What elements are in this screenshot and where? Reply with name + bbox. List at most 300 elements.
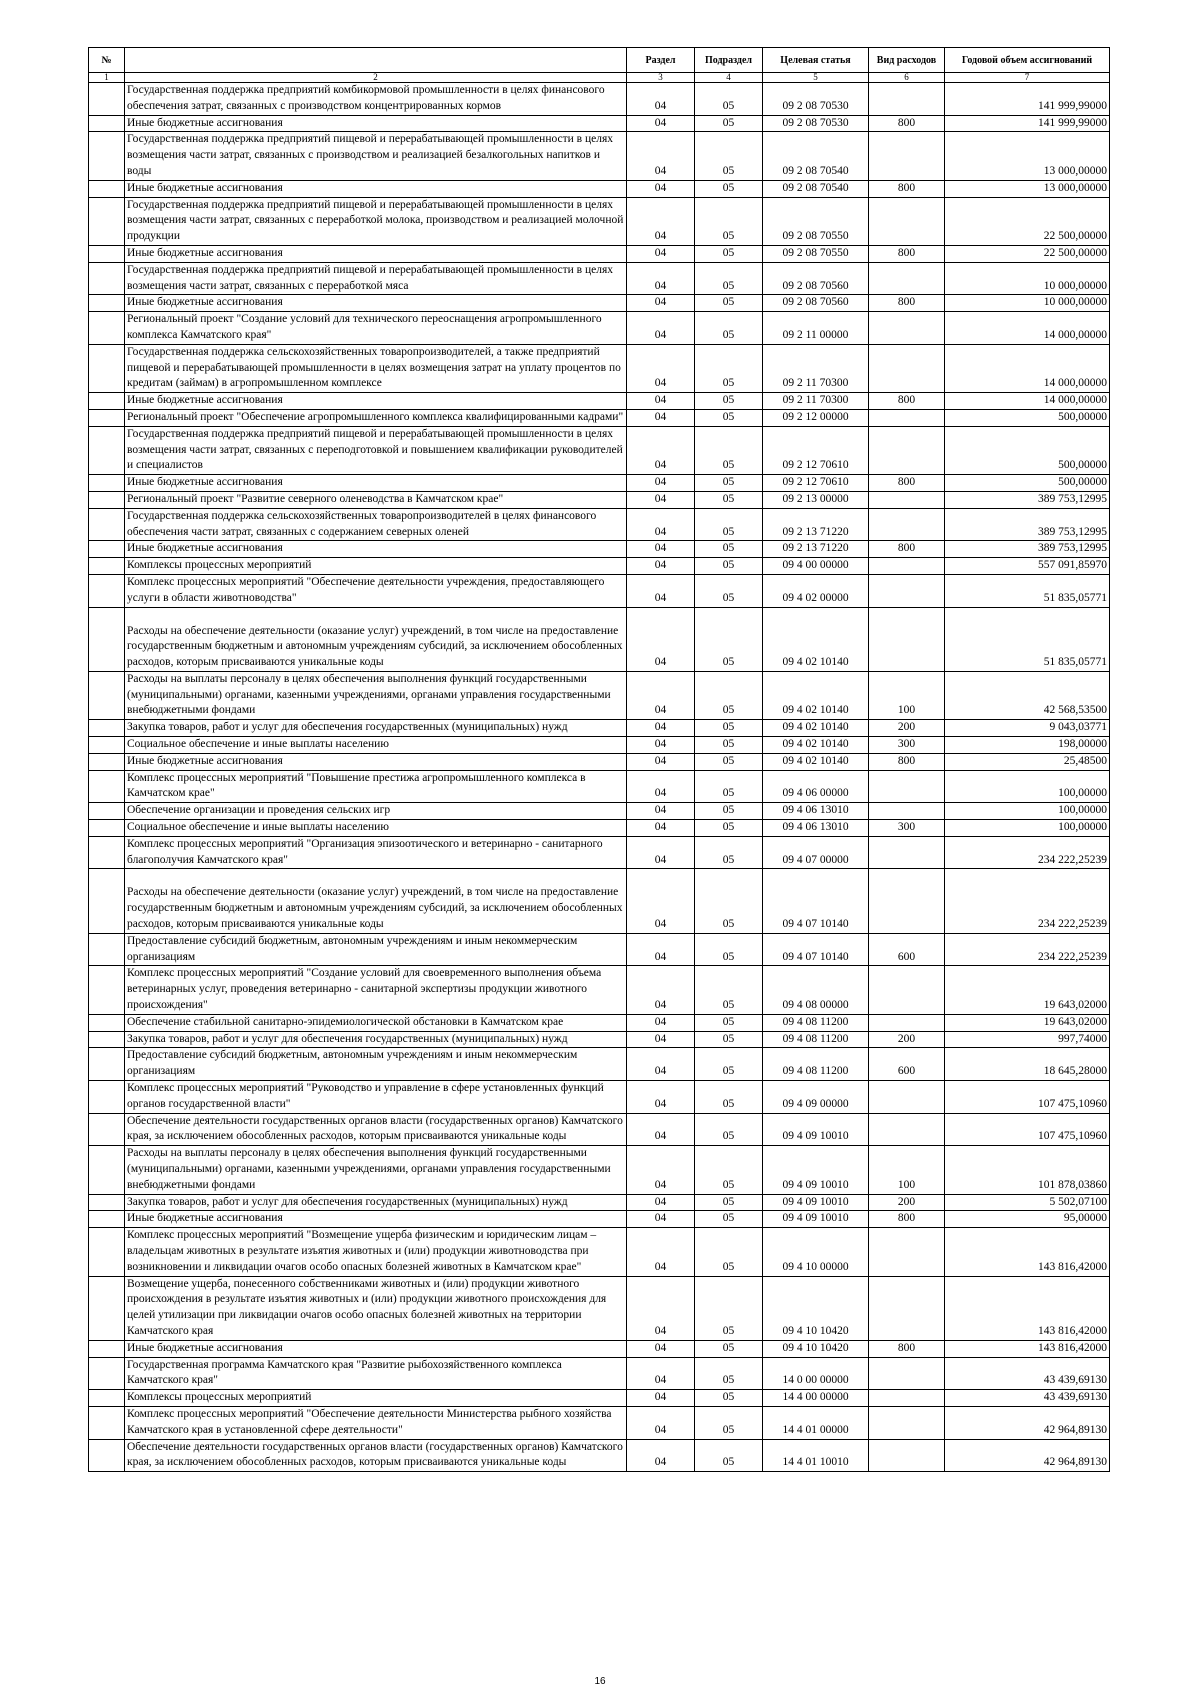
row-name-cell: Государственная программа Камчатского края "Развитие рыбохозяйственного комплекса Камчатского края" [125, 1357, 627, 1390]
row-podrazdel-cell: 05 [695, 737, 763, 754]
row-amount-cell: 500,00000 [945, 475, 1110, 492]
column-number-row [89, 73, 1110, 83]
row-name-cell: Иные бюджетные ассигнования [125, 245, 627, 262]
row-razdel-cell: 04 [627, 508, 695, 541]
column-number: 7 [945, 73, 1110, 83]
table-row [89, 409, 1110, 426]
row-razdel-cell: 04 [627, 1439, 695, 1472]
row-number-cell [89, 541, 125, 558]
row-name-cell: Иные бюджетные ассигнования [125, 115, 627, 132]
row-name-cell: Обеспечение деятельности государственных органов власти (государственных органов) Камчатского края, за исключением обособленных расходов, которым присваиваются уникальные коды [125, 1439, 627, 1472]
table-row [89, 966, 1110, 1014]
row-amount-cell: 234 222,25239 [945, 869, 1110, 933]
row-amount-cell: 95,00000 [945, 1211, 1110, 1228]
row-podrazdel-cell: 05 [695, 1340, 763, 1357]
table-row [89, 115, 1110, 132]
row-number-cell [89, 1228, 125, 1276]
row-vid-cell [869, 1390, 945, 1407]
row-target-cell: 09 2 13 71220 [763, 541, 869, 558]
row-vid-cell [869, 1014, 945, 1031]
row-target-cell: 09 4 07 00000 [763, 836, 869, 869]
row-number-cell [89, 607, 125, 671]
row-target-cell: 09 4 06 13010 [763, 820, 869, 837]
row-podrazdel-cell: 05 [695, 869, 763, 933]
row-amount-cell: 198,00000 [945, 737, 1110, 754]
row-vid-cell [869, 558, 945, 575]
row-name-cell: Комплекс процессных мероприятий "Повышение престижа агропромышленного комплекса в Камчатском крае" [125, 770, 627, 803]
row-vid-cell: 800 [869, 475, 945, 492]
row-target-cell: 09 4 02 00000 [763, 574, 869, 607]
row-podrazdel-cell: 05 [695, 115, 763, 132]
row-podrazdel-cell: 05 [695, 393, 763, 410]
row-name-cell: Обеспечение организации и проведения сельских игр [125, 803, 627, 820]
column-number: 4 [695, 73, 763, 83]
row-number-cell [89, 1014, 125, 1031]
row-vid-cell [869, 836, 945, 869]
row-name-cell: Комплекс процессных мероприятий "Организация эпизоотического и ветеринарно - санитарного благополучия Камчатского края" [125, 836, 627, 869]
row-number-cell [89, 197, 125, 245]
table-row [89, 1390, 1110, 1407]
row-amount-cell: 100,00000 [945, 820, 1110, 837]
table-row [89, 574, 1110, 607]
table-row [89, 295, 1110, 312]
row-name-cell: Иные бюджетные ассигнования [125, 475, 627, 492]
row-podrazdel-cell: 05 [695, 491, 763, 508]
table-row [89, 1048, 1110, 1081]
table-row [89, 820, 1110, 837]
row-name-cell: Государственная поддержка предприятий пищевой и перерабатывающей промышленности в целях возмещения части затрат, связанных с переподготовкой и повышением квалификации руководителей и специалистов [125, 426, 627, 474]
row-target-cell: 09 2 12 70610 [763, 475, 869, 492]
row-podrazdel-cell: 05 [695, 180, 763, 197]
row-vid-cell [869, 607, 945, 671]
row-razdel-cell: 04 [627, 1340, 695, 1357]
row-target-cell: 14 4 01 10010 [763, 1439, 869, 1472]
header-amount: Годовой объем ассигнований [945, 48, 1110, 73]
page-number: 16 [594, 1676, 606, 1687]
table-row [89, 344, 1110, 392]
row-amount-cell: 141 999,99000 [945, 83, 1110, 116]
row-vid-cell: 300 [869, 737, 945, 754]
row-number-cell [89, 1276, 125, 1340]
row-vid-cell: 800 [869, 245, 945, 262]
row-target-cell: 09 4 09 10010 [763, 1211, 869, 1228]
row-target-cell: 09 4 10 00000 [763, 1228, 869, 1276]
row-razdel-cell: 04 [627, 475, 695, 492]
row-number-cell [89, 409, 125, 426]
row-vid-cell [869, 508, 945, 541]
table-row [89, 426, 1110, 474]
row-amount-cell: 143 816,42000 [945, 1228, 1110, 1276]
row-amount-cell: 500,00000 [945, 426, 1110, 474]
row-number-cell [89, 295, 125, 312]
row-razdel-cell: 04 [627, 295, 695, 312]
row-podrazdel-cell: 05 [695, 803, 763, 820]
row-number-cell [89, 508, 125, 541]
row-podrazdel-cell: 05 [695, 1194, 763, 1211]
row-podrazdel-cell: 05 [695, 1211, 763, 1228]
row-razdel-cell: 04 [627, 820, 695, 837]
row-target-cell: 09 4 07 10140 [763, 933, 869, 966]
row-name-cell: Иные бюджетные ассигнования [125, 1340, 627, 1357]
row-vid-cell [869, 770, 945, 803]
table-row [89, 869, 1110, 933]
row-podrazdel-cell: 05 [695, 508, 763, 541]
row-name-cell: Государственная поддержка предприятий пищевой и перерабатывающей промышленности в целях возмещения части затрат, связанных с производством и реализацией безалкогольных напитков и воды [125, 132, 627, 180]
row-target-cell: 09 4 02 10140 [763, 753, 869, 770]
row-name-cell: Возмещение ущерба, понесенного собственниками животных и (или) продукции животного происхождения в результате изъятия животных и (или) продукции животного происхождения для целей утилизации при ликвидации очагов особо опасных болезней животных на территории Камчатского края [125, 1276, 627, 1340]
table-row [89, 1081, 1110, 1114]
row-podrazdel-cell: 05 [695, 426, 763, 474]
header-vid: Вид расходов [869, 48, 945, 73]
table-row [89, 245, 1110, 262]
table-row [89, 262, 1110, 295]
row-name-cell: Социальное обеспечение и иные выплаты населению [125, 737, 627, 754]
row-razdel-cell: 04 [627, 115, 695, 132]
row-amount-cell: 10 000,00000 [945, 295, 1110, 312]
row-razdel-cell: 04 [627, 245, 695, 262]
row-razdel-cell: 04 [627, 1194, 695, 1211]
row-razdel-cell: 04 [627, 720, 695, 737]
row-razdel-cell: 04 [627, 869, 695, 933]
row-target-cell: 09 2 11 00000 [763, 312, 869, 345]
row-number-cell [89, 836, 125, 869]
row-razdel-cell: 04 [627, 607, 695, 671]
table-row [89, 475, 1110, 492]
row-number-cell [89, 1340, 125, 1357]
row-razdel-cell: 04 [627, 312, 695, 345]
table-row [89, 491, 1110, 508]
row-name-cell: Комплекс процессных мероприятий "Руководство и управление в сфере установленных функций органов государственной власти" [125, 1081, 627, 1114]
row-podrazdel-cell: 05 [695, 1228, 763, 1276]
row-number-cell [89, 1031, 125, 1048]
row-target-cell: 09 4 09 10010 [763, 1113, 869, 1146]
row-amount-cell: 101 878,03860 [945, 1146, 1110, 1194]
row-amount-cell: 22 500,00000 [945, 197, 1110, 245]
row-razdel-cell: 04 [627, 1146, 695, 1194]
table-row [89, 803, 1110, 820]
row-target-cell: 09 4 02 10140 [763, 671, 869, 719]
row-amount-cell: 42 568,53500 [945, 671, 1110, 719]
row-podrazdel-cell: 05 [695, 671, 763, 719]
row-vid-cell [869, 83, 945, 116]
row-vid-cell: 100 [869, 1146, 945, 1194]
table-row [89, 1439, 1110, 1472]
row-number-cell [89, 1357, 125, 1390]
column-number: 6 [869, 73, 945, 83]
row-podrazdel-cell: 05 [695, 966, 763, 1014]
table-row [89, 1113, 1110, 1146]
row-target-cell: 09 4 09 00000 [763, 1081, 869, 1114]
row-razdel-cell: 04 [627, 393, 695, 410]
table-body [89, 83, 1110, 1472]
row-number-cell [89, 1146, 125, 1194]
row-target-cell: 09 2 13 00000 [763, 491, 869, 508]
table-row [89, 933, 1110, 966]
row-target-cell: 09 4 02 10140 [763, 737, 869, 754]
row-amount-cell: 14 000,00000 [945, 344, 1110, 392]
row-number-cell [89, 671, 125, 719]
row-podrazdel-cell: 05 [695, 836, 763, 869]
row-vid-cell [869, 1113, 945, 1146]
row-podrazdel-cell: 05 [695, 1113, 763, 1146]
row-podrazdel-cell: 05 [695, 1276, 763, 1340]
row-podrazdel-cell: 05 [695, 770, 763, 803]
row-razdel-cell: 04 [627, 558, 695, 575]
row-target-cell: 09 4 07 10140 [763, 869, 869, 933]
row-vid-cell [869, 1357, 945, 1390]
row-target-cell: 09 4 00 00000 [763, 558, 869, 575]
row-number-cell [89, 770, 125, 803]
row-name-cell: Иные бюджетные ассигнования [125, 295, 627, 312]
row-number-cell [89, 753, 125, 770]
row-podrazdel-cell: 05 [695, 933, 763, 966]
row-number-cell [89, 558, 125, 575]
row-podrazdel-cell: 05 [695, 1031, 763, 1048]
row-razdel-cell: 04 [627, 966, 695, 1014]
row-vid-cell [869, 966, 945, 1014]
row-razdel-cell: 04 [627, 1113, 695, 1146]
row-podrazdel-cell: 05 [695, 1357, 763, 1390]
row-vid-cell [869, 426, 945, 474]
row-name-cell: Иные бюджетные ассигнования [125, 393, 627, 410]
row-name-cell: Предоставление субсидий бюджетным, автономным учреждениям и иным некоммерческим организациям [125, 1048, 627, 1081]
row-amount-cell: 19 643,02000 [945, 966, 1110, 1014]
table-row [89, 737, 1110, 754]
row-number-cell [89, 720, 125, 737]
row-amount-cell: 43 439,69130 [945, 1357, 1110, 1390]
budget-table [88, 47, 1110, 1472]
row-name-cell: Расходы на выплаты персоналу в целях обеспечения выполнения функций государственными (муниципальными) органами, казенными учреждениями, органами управления государственными внебюджетными фондами [125, 671, 627, 719]
row-vid-cell [869, 262, 945, 295]
row-target-cell: 09 4 09 10010 [763, 1194, 869, 1211]
table-row [89, 558, 1110, 575]
row-name-cell: Государственная поддержка сельскохозяйственных товаропроизводителей, а также предприятий пищевой и перерабатывающей промышленности в целях возмещения затрат на уплату процентов по кредитам (займам) в агропромышленном комплексе [125, 344, 627, 392]
row-number-cell [89, 737, 125, 754]
row-razdel-cell: 04 [627, 426, 695, 474]
row-name-cell: Закупка товаров, работ и услуг для обеспечения государственных (муниципальных) нужд [125, 720, 627, 737]
row-target-cell: 09 2 11 70300 [763, 393, 869, 410]
header-razdel: Раздел [627, 48, 695, 73]
row-target-cell: 09 2 13 71220 [763, 508, 869, 541]
row-name-cell: Предоставление субсидий бюджетным, автономным учреждениям и иным некоммерческим организациям [125, 933, 627, 966]
row-target-cell: 09 4 09 10010 [763, 1146, 869, 1194]
row-amount-cell: 143 816,42000 [945, 1340, 1110, 1357]
row-amount-cell: 51 835,05771 [945, 607, 1110, 671]
table-row [89, 753, 1110, 770]
row-name-cell: Закупка товаров, работ и услуг для обеспечения государственных (муниципальных) нужд [125, 1194, 627, 1211]
row-number-cell [89, 115, 125, 132]
row-amount-cell: 42 964,89130 [945, 1439, 1110, 1472]
row-amount-cell: 107 475,10960 [945, 1113, 1110, 1146]
header-podrazdel: Подраздел [695, 48, 763, 73]
row-number-cell [89, 491, 125, 508]
row-vid-cell: 200 [869, 1194, 945, 1211]
row-amount-cell: 25,48500 [945, 753, 1110, 770]
row-target-cell: 09 4 06 00000 [763, 770, 869, 803]
row-number-cell [89, 1048, 125, 1081]
row-target-cell: 09 2 12 70610 [763, 426, 869, 474]
row-razdel-cell: 04 [627, 409, 695, 426]
row-podrazdel-cell: 05 [695, 1406, 763, 1439]
row-amount-cell: 500,00000 [945, 409, 1110, 426]
table-row [89, 671, 1110, 719]
row-amount-cell: 997,74000 [945, 1031, 1110, 1048]
row-number-cell [89, 83, 125, 116]
row-number-cell [89, 262, 125, 295]
row-number-cell [89, 1113, 125, 1146]
row-podrazdel-cell: 05 [695, 295, 763, 312]
row-podrazdel-cell: 05 [695, 245, 763, 262]
row-podrazdel-cell: 05 [695, 607, 763, 671]
row-name-cell: Обеспечение стабильной санитарно-эпидемиологической обстановки в Камчатском крае [125, 1014, 627, 1031]
row-amount-cell: 42 964,89130 [945, 1406, 1110, 1439]
row-amount-cell: 5 502,07100 [945, 1194, 1110, 1211]
row-number-cell [89, 1406, 125, 1439]
row-name-cell: Государственная поддержка предприятий пищевой и перерабатывающей промышленности в целях возмещения части затрат, связанных с переработкой мяса [125, 262, 627, 295]
row-podrazdel-cell: 05 [695, 1146, 763, 1194]
row-amount-cell: 51 835,05771 [945, 574, 1110, 607]
row-target-cell: 09 2 08 70540 [763, 132, 869, 180]
row-vid-cell [869, 409, 945, 426]
row-amount-cell: 389 753,12995 [945, 491, 1110, 508]
table-row [89, 720, 1110, 737]
row-target-cell: 09 4 08 11200 [763, 1031, 869, 1048]
table-row [89, 1276, 1110, 1340]
column-number: 2 [125, 73, 627, 83]
row-podrazdel-cell: 05 [695, 541, 763, 558]
header-number: № [89, 48, 125, 73]
row-vid-cell: 600 [869, 1048, 945, 1081]
table-row [89, 180, 1110, 197]
row-number-cell [89, 393, 125, 410]
row-amount-cell: 22 500,00000 [945, 245, 1110, 262]
row-name-cell: Расходы на обеспечение деятельности (оказание услуг) учреждений, в том числе на предоставление государственным бюджетным и автономным учреждениям субсидий, за исключением обособленных расходов, которым присваиваются уникальные коды [125, 607, 627, 671]
row-podrazdel-cell: 05 [695, 132, 763, 180]
table-row [89, 770, 1110, 803]
column-number: 5 [763, 73, 869, 83]
row-number-cell [89, 574, 125, 607]
row-target-cell: 09 2 08 70530 [763, 115, 869, 132]
row-name-cell: Иные бюджетные ассигнования [125, 180, 627, 197]
row-vid-cell [869, 1081, 945, 1114]
row-razdel-cell: 04 [627, 132, 695, 180]
row-razdel-cell: 04 [627, 933, 695, 966]
row-vid-cell: 200 [869, 720, 945, 737]
row-vid-cell: 100 [869, 671, 945, 719]
row-name-cell: Региональный проект "Развитие северного оленеводства в Камчатском крае" [125, 491, 627, 508]
row-razdel-cell: 04 [627, 1228, 695, 1276]
row-target-cell: 09 4 02 10140 [763, 607, 869, 671]
row-vid-cell [869, 869, 945, 933]
row-razdel-cell: 04 [627, 1014, 695, 1031]
table-row [89, 1194, 1110, 1211]
row-vid-cell: 800 [869, 1340, 945, 1357]
row-razdel-cell: 04 [627, 1048, 695, 1081]
row-razdel-cell: 04 [627, 180, 695, 197]
row-amount-cell: 100,00000 [945, 770, 1110, 803]
row-name-cell: Комплекс процессных мероприятий "Обеспечение деятельности Министерства рыбного хозяйства Камчатского края в установленной сфере деятельности" [125, 1406, 627, 1439]
row-name-cell: Государственная поддержка предприятий комбикормовой промышленности в целях финансового обеспечения затрат, связанных с производством концентрированных кормов [125, 83, 627, 116]
row-amount-cell: 141 999,99000 [945, 115, 1110, 132]
row-number-cell [89, 803, 125, 820]
table-row [89, 508, 1110, 541]
row-vid-cell [869, 1276, 945, 1340]
table-row [89, 393, 1110, 410]
row-target-cell: 09 2 08 70560 [763, 295, 869, 312]
row-razdel-cell: 04 [627, 491, 695, 508]
row-amount-cell: 10 000,00000 [945, 262, 1110, 295]
table-row [89, 1406, 1110, 1439]
row-number-cell [89, 1211, 125, 1228]
row-podrazdel-cell: 05 [695, 262, 763, 295]
table-row [89, 1031, 1110, 1048]
row-vid-cell [869, 1228, 945, 1276]
row-vid-cell [869, 344, 945, 392]
table-row [89, 836, 1110, 869]
row-number-cell [89, 1439, 125, 1472]
row-podrazdel-cell: 05 [695, 753, 763, 770]
row-name-cell: Закупка товаров, работ и услуг для обеспечения государственных (муниципальных) нужд [125, 1031, 627, 1048]
row-name-cell: Комплекс процессных мероприятий "Создание условий для своевременного выполнения объема ветеринарных услуг, проведения ветеринарно - санитарной экспертизы продукции животного происхождения" [125, 966, 627, 1014]
row-name-cell: Государственная поддержка предприятий пищевой и перерабатывающей промышленности в целях возмещения части затрат, связанных с переработкой молока, производством и реализацией молочной продукции [125, 197, 627, 245]
row-razdel-cell: 04 [627, 1031, 695, 1048]
row-vid-cell: 200 [869, 1031, 945, 1048]
row-target-cell: 09 2 08 70550 [763, 245, 869, 262]
row-number-cell [89, 180, 125, 197]
row-target-cell: 09 2 08 70540 [763, 180, 869, 197]
row-target-cell: 14 4 01 00000 [763, 1406, 869, 1439]
row-podrazdel-cell: 05 [695, 344, 763, 392]
row-name-cell: Социальное обеспечение и иные выплаты населению [125, 820, 627, 837]
row-razdel-cell: 04 [627, 737, 695, 754]
row-target-cell: 09 4 08 11200 [763, 1048, 869, 1081]
row-razdel-cell: 04 [627, 344, 695, 392]
row-target-cell: 09 4 08 00000 [763, 966, 869, 1014]
row-razdel-cell: 04 [627, 83, 695, 116]
row-target-cell: 09 4 02 10140 [763, 720, 869, 737]
row-amount-cell: 100,00000 [945, 803, 1110, 820]
table-row [89, 1340, 1110, 1357]
row-number-cell [89, 132, 125, 180]
row-target-cell: 09 4 06 13010 [763, 803, 869, 820]
row-podrazdel-cell: 05 [695, 197, 763, 245]
table-row [89, 1014, 1110, 1031]
row-number-cell [89, 312, 125, 345]
row-vid-cell [869, 312, 945, 345]
row-amount-cell: 18 645,28000 [945, 1048, 1110, 1081]
row-vid-cell: 800 [869, 393, 945, 410]
row-razdel-cell: 04 [627, 671, 695, 719]
row-razdel-cell: 04 [627, 197, 695, 245]
row-number-cell [89, 933, 125, 966]
row-vid-cell: 800 [869, 180, 945, 197]
row-amount-cell: 14 000,00000 [945, 312, 1110, 345]
row-vid-cell: 600 [869, 933, 945, 966]
row-amount-cell: 389 753,12995 [945, 541, 1110, 558]
row-name-cell: Обеспечение деятельности государственных органов власти (государственных органов) Камчатского края, за исключением обособленных расходов, которым присваиваются уникальные коды [125, 1113, 627, 1146]
row-amount-cell: 234 222,25239 [945, 933, 1110, 966]
table-row [89, 1211, 1110, 1228]
row-amount-cell: 13 000,00000 [945, 132, 1110, 180]
row-amount-cell: 107 475,10960 [945, 1081, 1110, 1114]
row-razdel-cell: 04 [627, 574, 695, 607]
row-razdel-cell: 04 [627, 753, 695, 770]
row-podrazdel-cell: 05 [695, 820, 763, 837]
row-vid-cell: 800 [869, 295, 945, 312]
row-amount-cell: 43 439,69130 [945, 1390, 1110, 1407]
row-podrazdel-cell: 05 [695, 409, 763, 426]
table-row [89, 1146, 1110, 1194]
